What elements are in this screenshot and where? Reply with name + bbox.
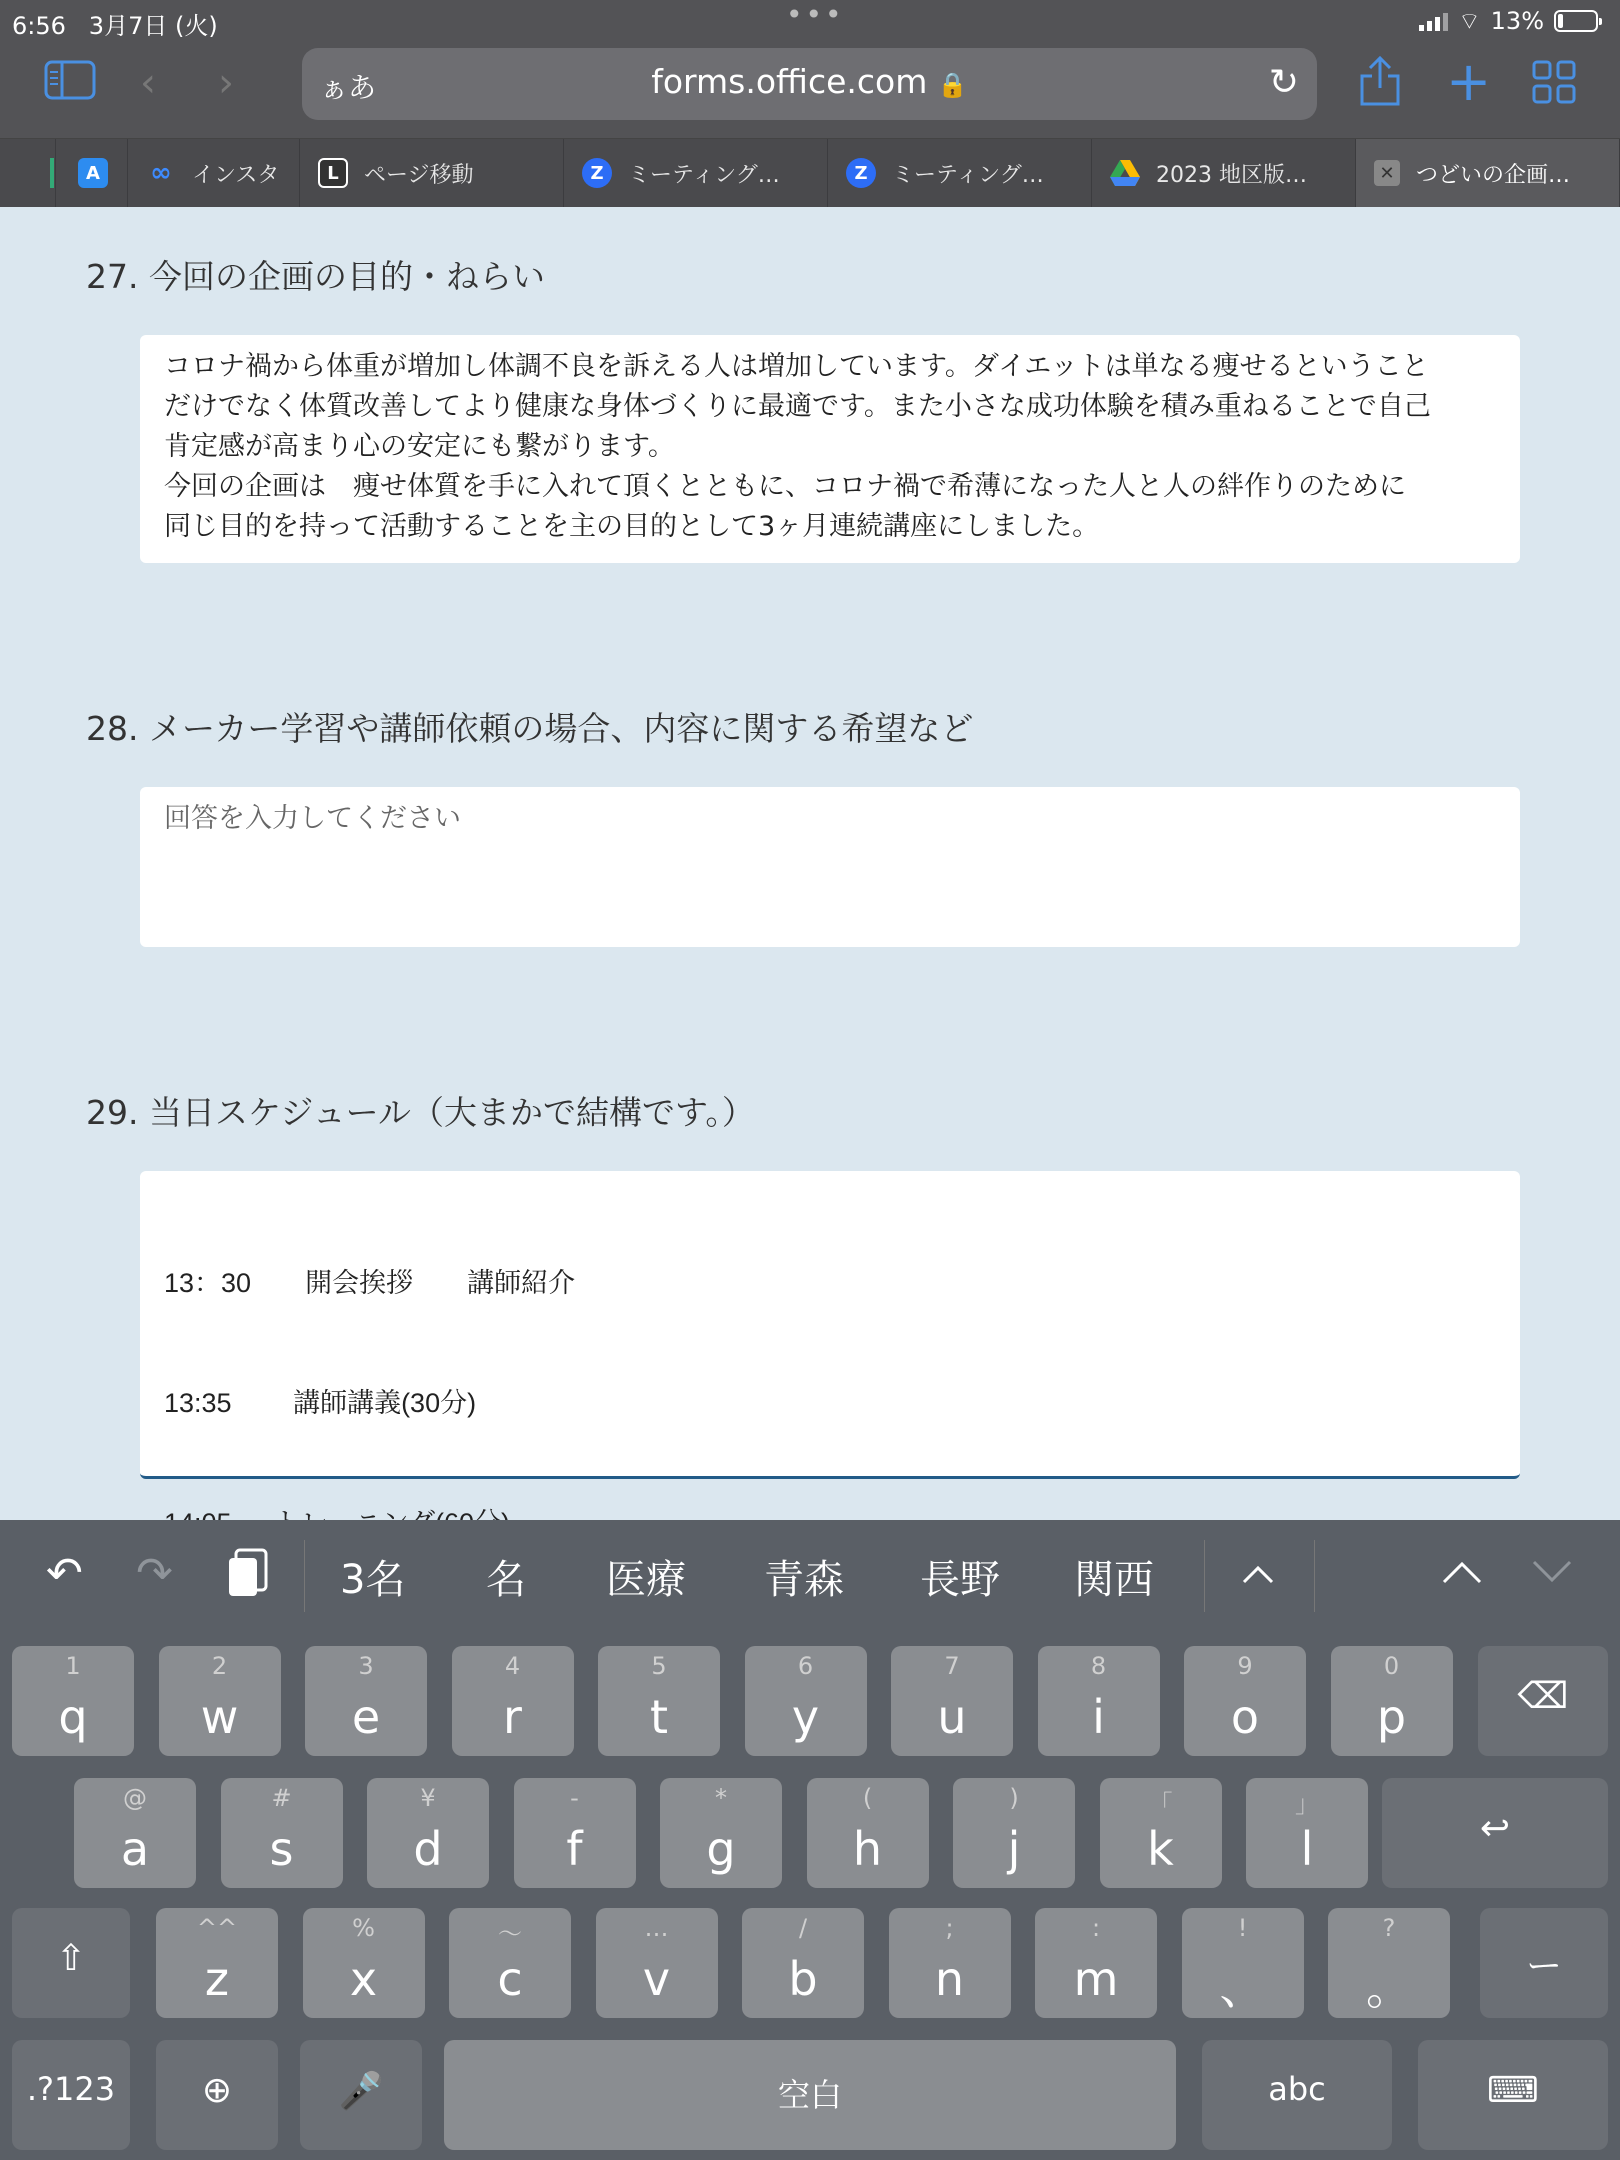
globe-icon: ⊕ [201,2070,233,2111]
cellular-signal-icon [1419,11,1448,31]
key-secondary-label: @ [123,1784,147,1812]
dictation-key[interactable] [300,2040,422,2150]
key-secondary-label: 9 [1237,1652,1253,1680]
key-z[interactable] [156,1908,278,2018]
key-secondary-label: 3 [358,1652,374,1680]
battery-percent: 13% [1490,7,1544,35]
key-secondary-label: 0 [1383,1652,1400,1680]
abc-key[interactable] [1202,2040,1392,2150]
question-27-title: 27. 今回の企画の目的・ねらい [86,257,545,296]
paste-icon[interactable] [226,1546,270,1610]
question-28-title: 28. メーカー学習や講師依頼の場合、内容に関する希望など [86,709,974,748]
key-label: s [269,1822,294,1876]
key-label: f [566,1822,583,1876]
suggestion-1[interactable]: 3名 [340,1557,406,1603]
key-u[interactable] [891,1646,1013,1756]
tab-bar [0,138,1620,206]
key-label: 、 [1219,1961,1266,2015]
key-label: b [788,1952,818,2006]
globe-key[interactable] [156,2040,278,2150]
next-field-icon[interactable] [1530,1550,1574,1596]
dismiss-keyboard-key[interactable] [1418,2040,1608,2150]
wifi-icon: ⌔ [1458,7,1481,35]
suggestion-6[interactable]: 関西 [1074,1557,1154,1603]
reload-icon[interactable]: ↻ [1268,62,1299,103]
app-store-icon: A [78,158,108,188]
key-label: z [204,1952,230,2006]
tab-appstore[interactable] [56,139,128,207]
key-label: 空白 [777,2076,842,2114]
key-secondary-label: : [1091,1914,1101,1942]
key-label: o [1230,1690,1260,1744]
key-m[interactable] [1035,1908,1157,2018]
schedule-line: 13:35 講師講義(30分) [164,1388,477,1418]
key-h[interactable] [807,1778,929,1888]
key-label: abc [1268,2070,1326,2108]
lock-icon: 🔒 [937,71,968,99]
key-label: v [642,1952,671,2006]
key-secondary-label: 2 [211,1652,228,1680]
key-i[interactable] [1038,1646,1160,1756]
key-secondary-label: ( [862,1784,873,1812]
suggestion-bar [0,1520,1620,1632]
key-q[interactable] [12,1646,134,1756]
suggestion-3[interactable]: 医療 [606,1557,686,1603]
key-secondary-label: ^^ [196,1914,238,1942]
question-29-title: 29. 当日スケジュール（大まかで結構です。） [86,1093,755,1132]
answer-29-field[interactable] [140,1171,1520,1479]
schedule-line: 13：30 開会挨拶 講師紹介 [164,1268,576,1298]
key-secondary-label: ; [945,1914,954,1942]
new-tab-icon[interactable]: + [1446,50,1492,113]
tab-drive[interactable]: 2023 地区版… [1092,139,1356,207]
key-w[interactable] [159,1646,281,1756]
key-label: .?123 [26,2070,116,2108]
key-o[interactable] [1184,1646,1306,1756]
dictation-icon: 🎤 [338,2071,384,2112]
key-secondary-label: % [352,1914,375,1942]
key-secondary-label: 1 [65,1652,81,1680]
key-label: q [58,1690,88,1744]
key-f[interactable] [514,1778,636,1888]
tab-meeting-1[interactable]: Z ミーティング… [564,139,828,207]
tab-pinned[interactable] [0,139,56,207]
key-secondary-label: ¥ [420,1784,436,1812]
key-label: x [349,1952,378,2006]
key-secondary-label: / [798,1914,808,1942]
battery-icon [1554,10,1598,32]
multitasking-dots[interactable]: ••• [786,0,845,31]
redo-icon[interactable]: ↷ [136,1548,173,1599]
key-label: i [1092,1690,1105,1744]
address-bar[interactable] [302,48,1317,120]
numbers-key[interactable] [12,2040,130,2150]
key-secondary-label: 7 [944,1652,960,1680]
tab-forms[interactable]: ✕ つどいの企画… [1356,139,1620,207]
key-label: m [1073,1952,1119,2006]
drive-icon [1110,158,1140,188]
form-content [0,206,1620,1520]
key-r[interactable] [452,1646,574,1756]
key-label: a [120,1822,150,1876]
key-v[interactable] [596,1908,718,2018]
shift-icon: ⇧ [55,1938,87,1979]
key-label: p [1376,1690,1407,1744]
answer-28-field[interactable]: 回答を入力してください [140,787,1520,947]
tab-overview-icon[interactable] [1532,60,1576,114]
key-l[interactable] [1246,1778,1368,1888]
key-secondary-label: 」 [1295,1790,1319,1818]
key-x[interactable] [303,1908,425,2018]
key-secondary-label: 〜 [498,1920,522,1948]
key-label: k [1147,1822,1174,1876]
key-label: y [791,1690,820,1744]
key-b[interactable] [742,1908,864,2018]
space-key[interactable] [444,2040,1176,2150]
close-tab-icon[interactable]: ✕ [1374,160,1400,186]
meta-icon: ∞ [150,158,172,188]
zoom-icon: Z [846,158,876,188]
key-secondary-label: ? [1382,1914,1396,1942]
key-secondary-label: 5 [651,1652,667,1680]
software-keyboard [0,1520,1620,2160]
key-label: h [852,1822,883,1876]
key-p[interactable] [1331,1646,1453,1756]
key-label: n [934,1952,965,2006]
sidebar-toggle-icon[interactable] [44,58,96,112]
forward-icon[interactable]: › [218,60,234,106]
expand-suggestions-icon[interactable] [1240,1550,1276,1596]
suggestion-5[interactable]: 長野 [920,1557,1000,1603]
browser-chrome [0,0,1620,206]
suggestion-4[interactable]: 青森 [764,1557,844,1603]
suggestion-2[interactable]: 名 [486,1557,526,1603]
key-y[interactable] [745,1646,867,1756]
key-t[interactable] [598,1646,720,1756]
key-label: c [497,1952,523,2006]
answer-27-field[interactable]: コロナ禍から体重が増加し体調不良を訴える人は増加しています。ダイエットは単なる痩せるということ だけでなく体質改善してより健康な身体づくりに最適です。また小さな成功体験を積み重ねることで自己 肯定感が高まり心の安定にも繋がります。 今回の企画は 痩せ体質を手に入れて頂くとともに、コロナ禍で希薄になった人と人の絆作りのために 同じ目的を持って活動することを主の目的として3ヶ月連続講座にしました。 [140,335,1520,563]
shift-key[interactable] [12,1908,130,2018]
key-d[interactable] [367,1778,489,1888]
key-label: r [503,1690,522,1744]
status-bar [0,0,1620,42]
tab-meeting-2[interactable]: Z ミーティング… [828,139,1092,207]
key-label: u [937,1690,967,1744]
key-j[interactable] [953,1778,1075,1888]
key-secondary-label: 4 [504,1652,521,1680]
dash-key[interactable] [1480,1908,1608,2018]
key-label: l [1300,1822,1314,1876]
key-label: j [1007,1822,1021,1876]
key-a[interactable] [74,1778,196,1888]
key-label: t [649,1690,669,1744]
key-question[interactable] [1328,1908,1450,2018]
key-label: g [706,1822,736,1876]
previous-field-icon[interactable] [1440,1550,1484,1596]
key-secondary-label: * [715,1784,727,1812]
key-c[interactable] [449,1908,571,2018]
backspace-icon: ⌫ [1517,1676,1569,1717]
l-icon: L [318,158,348,188]
key-secondary-label: ! [1237,1914,1248,1942]
status-time: 6:56 3月7日 (火) [12,12,218,40]
page-settings-button[interactable]: ぁあ [320,71,377,104]
undo-icon[interactable]: ↶ [46,1548,83,1599]
key-k[interactable] [1100,1778,1222,1888]
key-n[interactable] [889,1908,1011,2018]
zoom-icon: Z [582,158,612,188]
key-exclaim[interactable] [1182,1908,1304,2018]
key-secondary-label: - [570,1784,579,1812]
key-secondary-label: … [644,1914,669,1942]
share-icon[interactable] [1358,54,1402,118]
key-e[interactable] [305,1646,427,1756]
key-label: w [200,1690,239,1744]
backspace-key[interactable] [1478,1646,1608,1756]
key-s[interactable] [221,1778,343,1888]
return-icon: ↩ [1479,1808,1511,1849]
back-icon[interactable]: ‹ [140,60,156,106]
key-secondary-label: # [271,1784,292,1812]
key-label: ー [1525,1946,1562,1987]
dismissboard-key-icon: ⌨ [1487,2070,1539,2111]
key-secondary-label: 8 [1090,1652,1107,1680]
url-text[interactable]: forms.office.com 🔒 [651,62,968,101]
tab-page-move[interactable]: L ページ移動 [300,139,564,207]
key-label: e [351,1690,381,1744]
tab-instagram[interactable]: ∞ インスタ [128,139,300,207]
return-key[interactable] [1382,1778,1608,1888]
key-secondary-label: 「 [1148,1790,1173,1818]
key-g[interactable] [660,1778,782,1888]
key-secondary-label: 6 [797,1652,814,1680]
key-label: 。 [1366,1961,1412,2015]
key-secondary-label: ) [1009,1784,1019,1812]
key-label: d [413,1822,443,1876]
